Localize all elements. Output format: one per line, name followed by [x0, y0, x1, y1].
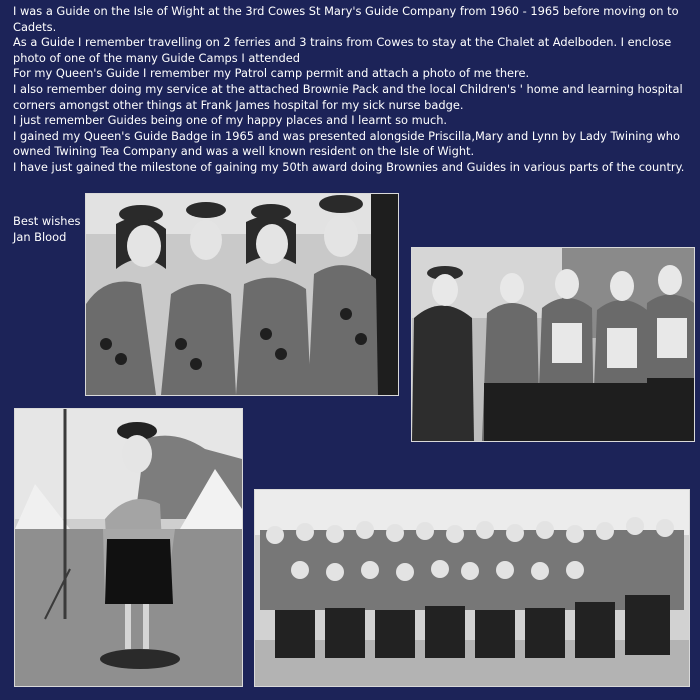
photo-patrol-camp [14, 408, 243, 687]
photo-badge-presentation [411, 247, 695, 442]
story-line-4: I also remember doing my service at the attached Brownie Pack and the local Children's ' home and learning hospital corners amongst other things at Frank James hospital for my sick nurse badge. [13, 81, 683, 112]
story-line-6: I gained my Queen's Guide Badge in 1965 and was presented alongside Priscilla,Mary and Lynn by Lady Twining who owned Twining Tea Company and was a well known resident on the Isle of Wight. [13, 128, 680, 159]
story-line-5: I just remember Guides being one of my happy places and I learnt so much. [13, 113, 448, 128]
signoff-name: Jan Blood [13, 230, 67, 244]
story-line-2: As a Guide I remember travelling on 2 ferries and 3 trains from Cowes to stay at the Chalet at Adelboden. I enclose photo of one of the many Guide Camps I attended [13, 35, 672, 65]
story-line-1: I was a Guide on the Isle of Wight at the 3rd Cowes St Mary's Guide Company from 1960 - 1965 before moving on to Cadets. [13, 4, 679, 34]
photo-guide-camp-group [254, 489, 690, 687]
story-text [13, 4, 693, 176]
photo-four-guides [85, 193, 399, 396]
signoff-greeting: Best wishes [13, 214, 81, 228]
story-line-7: I have just gained the milestone of gaining my 50th award doing Brownies and Guides in various parts of the country. [13, 159, 685, 174]
signoff [13, 213, 80, 245]
story-line-3: For my Queen's Guide I remember my Patrol camp permit and attach a photo of me there. [13, 66, 530, 81]
